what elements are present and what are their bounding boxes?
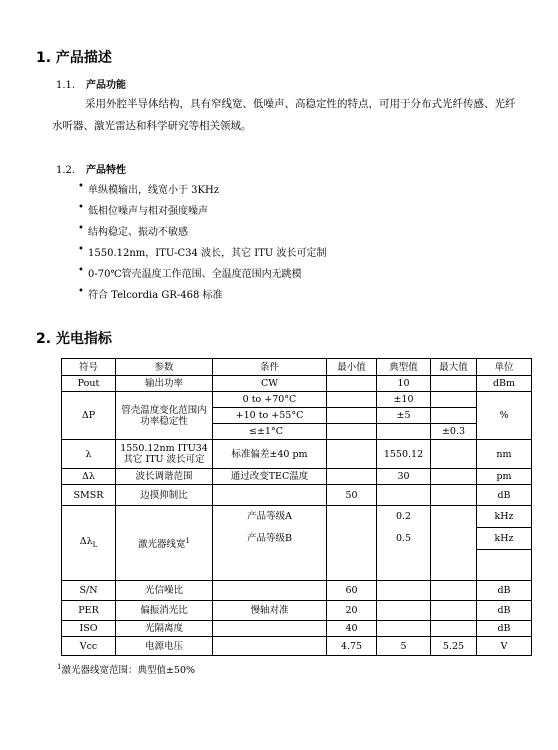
table-cell: 偏振消光比	[116, 601, 213, 621]
subsection-title: 产品功能	[86, 80, 126, 91]
table-cell	[431, 581, 477, 601]
table-cell	[431, 469, 477, 485]
header-cell: 单位	[477, 359, 532, 376]
table-cell	[213, 621, 327, 637]
table-cell: 0 to +70°C	[213, 392, 327, 408]
table-cell: 4.75	[327, 637, 377, 656]
table-cell: kHz	[477, 528, 532, 550]
table-cell: 1550.12	[377, 440, 431, 469]
table-cell: kHz	[477, 506, 532, 528]
header-cell: 典型值	[377, 359, 431, 376]
subsection-number: 1.2.	[56, 165, 76, 176]
table-cell	[431, 621, 477, 637]
table-cell	[377, 485, 431, 506]
table-cell	[431, 485, 477, 506]
subsection-1-1	[56, 76, 126, 91]
function-paragraph: 采用外腔半导体结构，具有窄线宽、低噪声、高稳定性的特点，可用于分布式光纤传感、光纤水听器、激光雷达和科学研究等相关领域。	[52, 98, 516, 132]
table-cell: 输出功率	[116, 376, 213, 392]
table-cell	[327, 440, 377, 469]
table-cell: Pout	[62, 376, 116, 392]
table-row	[62, 469, 532, 485]
table-cell: V	[477, 637, 532, 656]
table-cell	[377, 621, 431, 637]
table-cell: 通过改变TEC温度	[213, 469, 327, 485]
table-cell: Δλ	[62, 469, 116, 485]
table-cell: 激光器线宽$^1$	[116, 506, 213, 581]
table-cell: 光信噪比	[116, 581, 213, 601]
table-cell: 40	[327, 621, 377, 637]
feature-bullet: • 1550.12nm，ITU-C34 波长，其它 ITU 波长可定制	[78, 244, 327, 259]
table-cell: nm	[477, 440, 532, 469]
table-cell: dB	[477, 581, 532, 601]
linewidth-grade-cell: 产品等级A 产品等级B	[213, 506, 327, 581]
table-cell	[377, 581, 431, 601]
table-cell: SMSR	[62, 485, 116, 506]
table-cell: %	[477, 392, 532, 440]
subsection-number: 1.1.	[56, 80, 76, 91]
header-cell: 最小值	[327, 359, 377, 376]
table-row	[62, 392, 532, 408]
section-2-title: 2. 光电指标	[36, 331, 112, 347]
table-row	[62, 506, 532, 528]
header-cell: 参数	[116, 359, 213, 376]
table-cell: 波长调谐范围	[116, 469, 213, 485]
subsection-1-2	[56, 161, 126, 176]
table-cell: 20	[327, 601, 377, 621]
spec-table	[61, 358, 532, 656]
table-cell	[431, 408, 477, 424]
table-cell: 5.25	[431, 637, 477, 656]
table-cell: CW	[213, 376, 327, 392]
table-cell: 边摸抑制比	[116, 485, 213, 506]
table-header-row	[62, 359, 532, 376]
feature-bullet: • 结构稳定、振动不敏感	[78, 223, 188, 238]
table-cell	[431, 528, 477, 550]
table-cell: S/N	[62, 581, 116, 601]
table-cell	[431, 440, 477, 469]
table-cell: 1550.12nm ITU34 其它 ITU 波长可定	[116, 440, 213, 469]
table-cell: ISO	[62, 621, 116, 637]
table-cell: dBm	[477, 376, 532, 392]
table-cell: 慢轴对准	[213, 601, 327, 621]
table-row	[62, 440, 532, 469]
subsection-title: 产品特性	[86, 165, 126, 176]
table-cell: 60	[327, 581, 377, 601]
table-cell: 标准偏差±40 pm	[213, 440, 327, 469]
table-cell: 管壳温度变化范围内功率稳定性	[116, 392, 213, 440]
table-row	[62, 637, 532, 656]
table-cell: +10 to +55°C	[213, 408, 327, 424]
table-cell	[327, 376, 377, 392]
table-cell: ±10	[377, 392, 431, 408]
table-cell	[213, 485, 327, 506]
table-cell	[431, 550, 477, 581]
feature-bullet: • 符合 Telcordia GR-468 标准	[78, 286, 223, 301]
table-cell: PER	[62, 601, 116, 621]
table-cell: Vcc	[62, 637, 116, 656]
table-row	[62, 621, 532, 637]
table-cell: dB	[477, 601, 532, 621]
table-cell	[213, 637, 327, 656]
header-cell: 条件	[213, 359, 327, 376]
table-cell: 光隔离度	[116, 621, 213, 637]
table-cell	[327, 424, 377, 440]
table-cell: 30	[377, 469, 431, 485]
table-cell: ±5	[377, 408, 431, 424]
table-cell: 电源电压	[116, 637, 213, 656]
footnote: $^1$激光器线宽范围：典型值±50%	[57, 662, 196, 676]
linewidth-symbol: $\Delta\lambda_L$	[62, 506, 116, 581]
table-cell	[213, 581, 327, 601]
feature-bullet: • 0-70℃管壳温度工作范围、全温度范围内无跳模	[78, 265, 302, 280]
table-cell	[377, 601, 431, 621]
table-cell	[477, 550, 532, 581]
table-row	[62, 485, 532, 506]
feature-bullet: • 低相位噪声与相对强度噪声	[78, 202, 208, 217]
header-cell: 符号	[62, 359, 116, 376]
table-cell: dB	[477, 621, 532, 637]
table-row	[62, 581, 532, 601]
table-cell: 0.2	[377, 506, 431, 528]
table-cell	[327, 469, 377, 485]
table-cell	[377, 424, 431, 440]
table-cell	[377, 550, 431, 581]
table-row	[62, 601, 532, 621]
table-cell	[431, 506, 477, 528]
header-cell: 最大值	[431, 359, 477, 376]
table-cell: 0.5	[377, 528, 431, 550]
table-cell: ±0.3	[431, 424, 477, 440]
table-cell: λ	[62, 440, 116, 469]
table-cell: ΔP	[62, 392, 116, 440]
table-cell	[431, 392, 477, 408]
table-cell	[431, 601, 477, 621]
table-cell	[327, 506, 377, 581]
table-row	[62, 376, 532, 392]
feature-bullet: • 单纵模输出，线宽小于 3KHz	[78, 181, 220, 196]
table-cell	[327, 408, 377, 424]
table-cell: 5	[377, 637, 431, 656]
table-cell: 50	[327, 485, 377, 506]
table-cell	[327, 392, 377, 408]
table-cell: pm	[477, 469, 532, 485]
table-cell: 10	[377, 376, 431, 392]
table-cell: ≤±1°C	[213, 424, 327, 440]
table-cell	[431, 376, 477, 392]
table-cell: dB	[477, 485, 532, 506]
section-1-title: 1. 产品描述	[36, 50, 112, 66]
